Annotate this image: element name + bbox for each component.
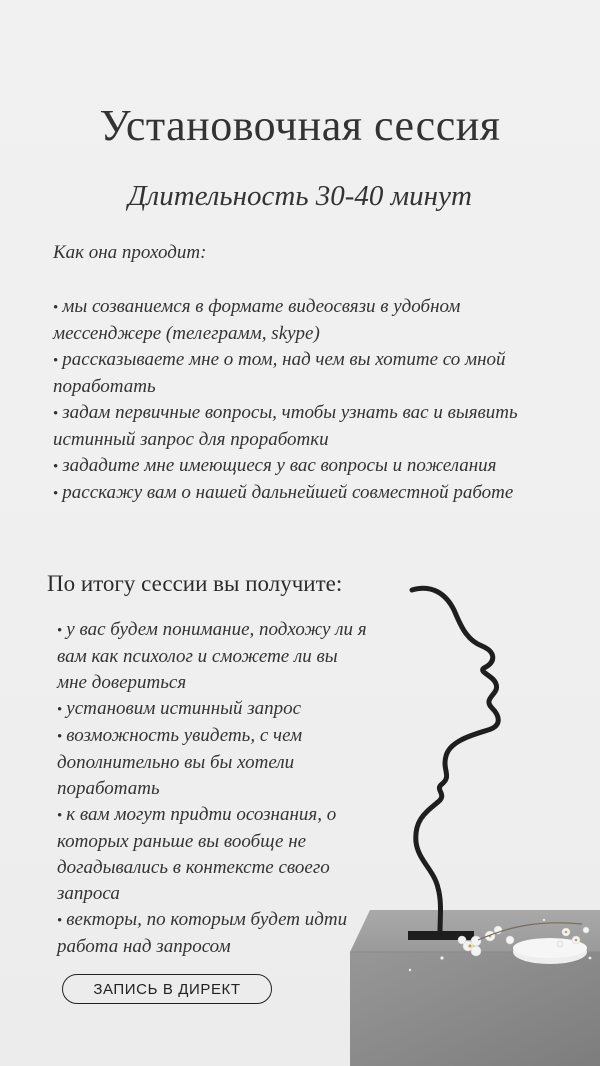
bullet-icon: •	[57, 808, 63, 824]
results-list	[57, 617, 372, 960]
process-intro: Как она проходит:	[53, 242, 207, 263]
duration-subtitle: Длительность 30-40 минут	[128, 180, 472, 212]
face-profile-sculpture-illustration	[350, 580, 600, 1066]
list-item: • возможность увидеть, с чем дополнительно вы бы хотели поработать	[57, 725, 303, 799]
bullet-icon: •	[53, 300, 59, 316]
bullet-icon: •	[57, 702, 63, 718]
bullet-icon: •	[53, 353, 59, 369]
bullet-icon: •	[53, 486, 59, 502]
bullet-icon: •	[57, 913, 63, 929]
list-item: • расскажу вам о нашей дальнейшей совместной работе	[53, 482, 514, 503]
page-title: Установочная сессия	[99, 101, 501, 150]
list-item: • у вас будем понимание, подхожу ли я вам как психолог и сможете ли вы мне довериться	[57, 619, 367, 693]
list-item: • зададите мне имеющиеся у вас вопросы и пожелания	[53, 455, 497, 476]
results-heading: По итогу сессии вы получите:	[47, 571, 343, 596]
direct-booking-button[interactable]: ЗАПИСЬ В ДИРЕКТ	[62, 974, 272, 1004]
wire-profile	[412, 588, 498, 932]
process-list	[53, 294, 553, 507]
bullet-icon: •	[57, 623, 63, 639]
pedestal-face	[350, 952, 600, 1066]
list-item: • установим истинный запрос	[57, 698, 302, 719]
bullet-icon: •	[53, 459, 59, 475]
list-item: • к вам могут придти осознания, о которых раньше вы вообще не догадывались в контексте своего запроса	[57, 804, 337, 904]
bullet-icon: •	[57, 729, 63, 745]
list-item: • рассказываете мне о том, над чем вы хотите со мной поработать	[53, 349, 506, 397]
bullet-icon: •	[53, 406, 59, 422]
list-item: • мы созваниемся в формате видеосвязи в удобном мессенджере (телеграмм, skype)	[53, 296, 461, 344]
list-item: • задам первичные вопросы, чтобы узнать вас и выявить истинный запрос для проработки	[53, 402, 518, 450]
list-item: • векторы, по которым будет идти работа над запросом	[57, 909, 348, 957]
